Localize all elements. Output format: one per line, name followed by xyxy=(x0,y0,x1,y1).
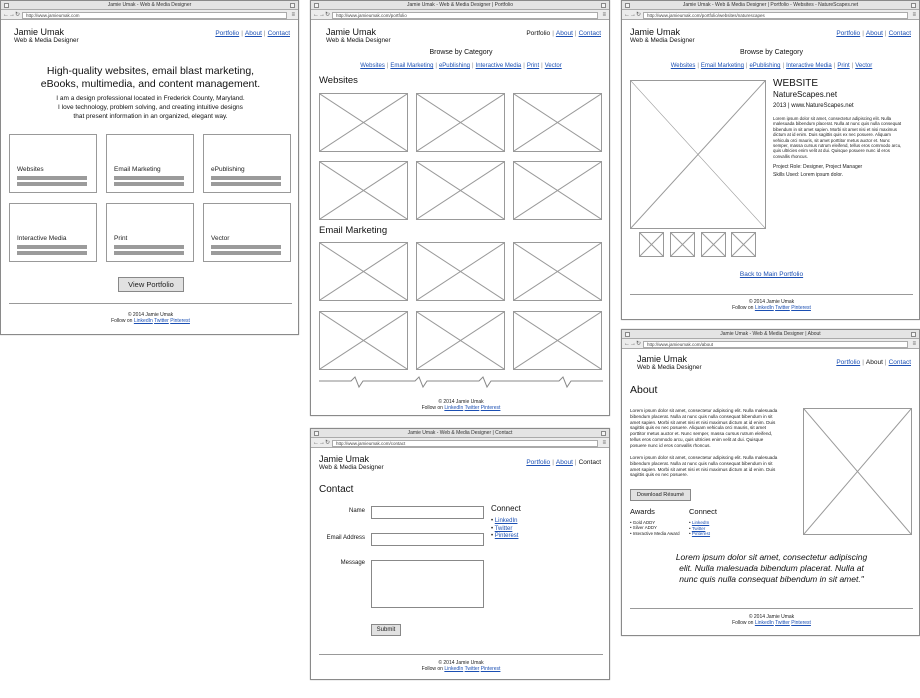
brand-tagline: Web & Media Designer xyxy=(326,37,391,44)
connect-link[interactable]: Pinterest xyxy=(494,533,519,539)
connect-heading: Connect xyxy=(689,507,717,516)
back-icon[interactable]: ← xyxy=(624,341,630,347)
category-card[interactable] xyxy=(9,203,97,262)
award-item: Gold ADDY xyxy=(632,520,656,525)
forward-icon[interactable]: → xyxy=(630,12,636,18)
category-card[interactable] xyxy=(203,134,291,193)
footer-pinterest[interactable]: Pinterest xyxy=(791,620,811,626)
footer-twitter[interactable]: Twitter xyxy=(154,318,169,324)
back-icon[interactable]: ← xyxy=(3,12,9,18)
reload-icon[interactable]: ↻ xyxy=(636,12,642,18)
back-icon[interactable]: ← xyxy=(624,12,630,18)
nav-portfolio[interactable]: Portfolio xyxy=(526,459,551,466)
footer-pinterest[interactable]: Pinterest xyxy=(791,305,811,311)
category-link[interactable]: ePublishing xyxy=(749,63,781,69)
browser-toolbar xyxy=(622,10,919,20)
footer-divider xyxy=(319,654,603,655)
forward-icon[interactable]: → xyxy=(319,440,325,446)
window-titlebar xyxy=(622,330,919,339)
project-detail-window xyxy=(621,0,920,320)
reload-icon[interactable]: ↻ xyxy=(325,12,331,18)
portfolio-thumbnail[interactable] xyxy=(319,311,408,370)
section-email-heading: Email Marketing xyxy=(319,225,388,236)
footer-divider xyxy=(630,608,913,609)
brand-name: Jamie Umak xyxy=(319,454,370,464)
address-bar[interactable]: http://www.jamieumak.com/portfolio xyxy=(332,12,598,19)
maximize-window-button[interactable] xyxy=(601,431,606,436)
maximize-window-button[interactable] xyxy=(601,3,606,8)
category-link[interactable]: Print xyxy=(837,63,850,69)
award-item: Interactive Media Award xyxy=(632,530,680,536)
brand-tagline: Web & Media Designer xyxy=(630,37,695,44)
menu-icon[interactable]: ≡ xyxy=(602,12,606,18)
footer-linkedin[interactable]: LinkedIn xyxy=(754,305,774,311)
forward-icon[interactable]: → xyxy=(630,341,636,347)
brand-tagline: Web & Media Designer xyxy=(319,464,384,471)
close-window-button[interactable] xyxy=(625,3,630,8)
footer-linkedin[interactable]: LinkedIn xyxy=(444,405,464,411)
window-titlebar xyxy=(311,429,609,438)
browse-heading: Browse by Category xyxy=(739,49,804,56)
project-name: NatureScapes.net xyxy=(773,90,838,99)
awards-heading: Awards xyxy=(630,507,655,516)
nav-about[interactable]: About xyxy=(555,459,573,466)
project-thumbnail[interactable] xyxy=(639,232,664,257)
address-bar[interactable]: http://www.jamieumak.com/about xyxy=(643,341,908,348)
view-portfolio-button[interactable]: View Portfolio xyxy=(118,277,184,292)
category-card[interactable] xyxy=(106,203,194,262)
site-footer: © 2014 Jamie Umak Follow on LinkedIn Twitter Pinterest xyxy=(732,299,811,311)
address-bar[interactable]: http://www.jamieumak.com/contact xyxy=(332,440,598,447)
category-card-label: Websites xyxy=(17,166,44,173)
nav-about[interactable]: About xyxy=(555,30,573,37)
main-nav: Portfolio | About | Contact xyxy=(215,30,290,37)
name-label: Name xyxy=(348,508,365,514)
nav-portfolio[interactable]: Portfolio xyxy=(215,30,240,37)
nav-contact[interactable]: Contact xyxy=(267,30,290,37)
text-placeholder-bar xyxy=(17,251,87,255)
footer-pinterest[interactable]: Pinterest xyxy=(480,666,501,672)
back-to-portfolio-link[interactable]: Back to Main Portfolio xyxy=(739,271,804,278)
category-nav: Websites | Email Marketing | ePublishing | Interactive Media | Print | Vector xyxy=(670,63,873,69)
awards-list: • Gold ADDY • Silver ADDY • Interactive Media Award xyxy=(630,520,680,536)
window-title: Jamie Umak - Web & Media Designer xyxy=(107,2,192,8)
brand-name: Jamie Umak xyxy=(630,27,681,37)
main-nav: Portfolio | About | Contact xyxy=(836,30,911,37)
text-placeholder-bar xyxy=(17,182,87,186)
main-nav: Portfolio | About | Contact xyxy=(836,359,911,366)
maximize-window-button[interactable] xyxy=(911,332,916,337)
nav-contact[interactable]: Contact xyxy=(578,30,601,37)
home-window xyxy=(0,0,299,335)
brand-name: Jamie Umak xyxy=(326,27,377,37)
site-brand[interactable] xyxy=(14,28,79,44)
text-placeholder-bar xyxy=(17,245,87,249)
browser-toolbar xyxy=(311,10,609,20)
category-card[interactable] xyxy=(106,134,194,193)
text-placeholder-bar xyxy=(211,176,281,180)
browser-toolbar xyxy=(311,438,609,448)
back-icon[interactable]: ← xyxy=(313,12,319,18)
footer-divider xyxy=(630,294,913,295)
maximize-window-button[interactable] xyxy=(290,3,295,8)
connect-links: • LinkedIn • Twitter • Pinterest xyxy=(689,520,711,537)
page-title: Contact xyxy=(319,484,354,495)
nav-contact[interactable]: Contact xyxy=(888,30,911,37)
menu-icon[interactable]: ≡ xyxy=(912,12,916,18)
site-brand[interactable] xyxy=(326,28,391,44)
window-titlebar xyxy=(1,1,298,10)
nav-about[interactable]: About xyxy=(244,30,262,37)
window-titlebar xyxy=(311,1,609,10)
footer-linkedin[interactable]: LinkedIn xyxy=(444,666,464,672)
text-placeholder-bar xyxy=(114,182,184,186)
footer-linkedin[interactable]: LinkedIn xyxy=(754,620,774,626)
connect-heading: Connect xyxy=(491,504,521,513)
window-title: Jamie Umak - Web & Media Designer | Portfolio - Websites - NatureScapes.net xyxy=(682,2,859,8)
category-card[interactable] xyxy=(9,134,97,193)
site-brand[interactable] xyxy=(319,455,384,471)
nav-about[interactable]: About xyxy=(865,30,883,37)
main-nav: Portfolio | About | Contact xyxy=(526,30,601,37)
nav-contact[interactable]: Contact xyxy=(888,359,911,366)
close-window-button[interactable] xyxy=(314,431,319,436)
portfolio-thumbnail[interactable] xyxy=(416,93,505,152)
address-bar[interactable]: http://www.jamieumak.com xyxy=(22,12,287,19)
nav-portfolio[interactable]: Portfolio xyxy=(526,30,551,37)
hero-intro: I am a design professional located in Frederick County, Maryland. I love technology, problem solving, and creating intuitive designs that present information in an organized, elegant way. xyxy=(56,95,245,120)
message-label: Message xyxy=(340,560,365,566)
site-footer: © 2014 Jamie Umak Follow on LinkedIn Twitter Pinterest xyxy=(732,614,811,626)
category-link[interactable]: Email Marketing xyxy=(700,63,744,69)
text-placeholder-bar xyxy=(211,182,281,186)
window-title: Jamie Umak - Web & Media Designer | About xyxy=(720,331,821,337)
portfolio-thumbnail[interactable] xyxy=(319,242,408,301)
connect-links: • LinkedIn • Twitter • Pinterest xyxy=(491,518,519,539)
browser-toolbar xyxy=(622,339,919,349)
browser-toolbar xyxy=(1,10,298,20)
project-thumbnail[interactable] xyxy=(731,232,756,257)
brand-name: Jamie Umak xyxy=(14,27,65,37)
portfolio-thumbnail[interactable] xyxy=(319,161,408,220)
site-brand[interactable] xyxy=(637,355,702,371)
window-title: Jamie Umak - Web & Media Designer | Portfolio xyxy=(407,2,513,8)
category-card-label: Vector xyxy=(211,235,230,242)
footer-divider xyxy=(9,303,292,304)
reload-icon[interactable]: ↻ xyxy=(636,341,642,347)
brand-tagline: Web & Media Designer xyxy=(637,364,702,371)
footer-pinterest[interactable]: Pinterest xyxy=(480,405,501,411)
project-type-heading: WEBSITE xyxy=(773,78,819,89)
text-placeholder-bar xyxy=(114,176,184,180)
category-card-label: Interactive Media xyxy=(17,235,67,242)
site-footer: © 2014 Jamie Umak Follow on LinkedIn Twitter Pinterest xyxy=(111,312,190,324)
category-link[interactable]: Websites xyxy=(670,63,696,69)
portfolio-thumbnail[interactable] xyxy=(513,93,602,152)
email-field[interactable] xyxy=(371,533,484,546)
category-card-label: ePublishing xyxy=(211,166,245,173)
category-link[interactable]: Print xyxy=(526,63,540,69)
download-resume-button[interactable]: Download Résumé xyxy=(630,489,691,501)
category-link[interactable]: ePublishing xyxy=(438,63,470,69)
category-link[interactable]: Interactive Media xyxy=(786,63,832,69)
reload-icon[interactable]: ↻ xyxy=(325,440,331,446)
about-paragraph-1: Lorem ipsum dolor sit amet, consectetur adipiscing elit. Nulla malesuada bibendum placerat. Nulla at nunc quis nulla consequat bibendum in sit amet sapien. Morbi sit amet nisi et nisi maximus dictum at id enim. Duis sagittis quis ex nec posuere. Aliquam vehicula orci mauris, sit amet porttitor metus auctor et. Nunc semper, massa cursus rutrum eleifend, tellus eros commodo arcu, quis ultricies enim velit at dui. Quisque posuere nunc id eros convallis rhoncus. xyxy=(630,408,778,448)
portfolio-thumbnail[interactable] xyxy=(319,93,408,152)
nav-portfolio[interactable]: Portfolio xyxy=(836,359,861,366)
category-link[interactable]: Websites xyxy=(360,63,385,69)
brand-tagline: Web & Media Designer xyxy=(14,37,79,44)
name-field[interactable] xyxy=(371,506,484,519)
category-card-label: Email Marketing xyxy=(114,166,161,173)
category-link[interactable]: Email Marketing xyxy=(390,63,434,69)
email-label: Email Address xyxy=(326,535,365,541)
main-nav: Portfolio | About | Contact xyxy=(526,459,601,466)
page-title: About xyxy=(630,384,658,396)
maximize-window-button[interactable] xyxy=(911,3,916,8)
footer-twitter[interactable]: Twitter xyxy=(775,620,790,626)
site-brand[interactable] xyxy=(630,28,695,44)
project-description: Lorem ipsum dolor sit amet, consectetur adipiscing elit. Nulla malesuada bibendum placerat. Nulla at nunc quis nulla consequat bibendum in sit amet sapien. Morbi sit amet nisi et nisi maximus dictum at id enim. Duis sagittis quis ex nec posuere. Aliquam vehicula orci mauris, sit amet porttitor metus auctor et. Nunc semper, massa cursus rutrum eleifend, tellus eros commodo arcu, quis ultricies enim velit at dui. Quisque posuere nunc id eros convallis rhoncus. xyxy=(773,116,902,159)
forward-icon[interactable]: → xyxy=(9,12,15,18)
project-thumbnail[interactable] xyxy=(670,232,695,257)
forward-icon[interactable]: → xyxy=(319,12,325,18)
connect-link[interactable]: Pinterest xyxy=(691,531,711,537)
text-placeholder-bar xyxy=(114,245,184,249)
portfolio-thumbnail[interactable] xyxy=(416,242,505,301)
connect-link[interactable]: LinkedIn xyxy=(691,520,710,525)
project-main-image xyxy=(630,80,766,229)
menu-icon[interactable]: ≡ xyxy=(912,341,916,347)
close-window-button[interactable] xyxy=(4,3,9,8)
text-placeholder-bar xyxy=(211,251,281,255)
address-bar[interactable]: http://www.jamieumak.com/portfolio/websites/naturescapes xyxy=(643,12,908,19)
project-role: Project Role: Designer, Project Manager xyxy=(773,164,863,170)
footer-pinterest[interactable]: Pinterest xyxy=(170,318,190,324)
portfolio-thumbnail[interactable] xyxy=(513,242,602,301)
message-field[interactable] xyxy=(371,560,484,608)
connect-link[interactable]: Twitter xyxy=(494,525,513,532)
portfolio-thumbnail[interactable] xyxy=(416,311,505,370)
text-placeholder-bar xyxy=(17,176,87,180)
about-paragraph-2: Lorem ipsum dolor sit amet, consectetur adipiscing elit. Nulla malesuada bibendum placerat. Nulla at nunc quis nulla consequat bibendum in sit amet sapien. Morbi sit amet nisi et nisi maximus dictum at id enim. Duis sagittis quis ex nec posuere. xyxy=(630,455,778,478)
footer-twitter[interactable]: Twitter xyxy=(464,666,480,672)
reload-icon[interactable]: ↻ xyxy=(15,12,21,18)
close-window-button[interactable] xyxy=(314,3,319,8)
menu-icon[interactable]: ≡ xyxy=(291,12,295,18)
award-item: Silver ADDY xyxy=(632,525,657,531)
about-window xyxy=(621,329,920,636)
footer-twitter[interactable]: Twitter xyxy=(775,305,790,311)
pagination-divider xyxy=(319,375,603,391)
text-placeholder-bar xyxy=(114,251,184,255)
site-footer: © 2014 Jamie Umak Follow on LinkedIn Twitter Pinterest xyxy=(421,399,501,411)
browse-heading: Browse by Category xyxy=(429,49,493,56)
brand-name: Jamie Umak xyxy=(637,354,688,364)
category-card-label: Print xyxy=(114,235,128,242)
category-link[interactable]: Vector xyxy=(544,63,562,69)
nav-about[interactable]: About xyxy=(865,359,883,366)
category-link[interactable]: Interactive Media xyxy=(475,63,522,69)
menu-icon[interactable]: ≡ xyxy=(602,440,606,446)
portfolio-window xyxy=(310,0,610,416)
project-thumbnail[interactable] xyxy=(701,232,726,257)
hero-headline: High-quality websites, email blast marketing, eBooks, multimedia, and content management. xyxy=(40,65,261,90)
text-placeholder-bar xyxy=(211,245,281,249)
section-websites-heading: Websites xyxy=(319,75,358,86)
category-nav: Websites | Email Marketing | ePublishing | Interactive Media | Print | Vector xyxy=(360,63,562,69)
connect-link[interactable]: LinkedIn xyxy=(494,518,518,524)
category-link[interactable]: Vector xyxy=(855,63,873,69)
close-window-button[interactable] xyxy=(625,332,630,337)
site-footer: © 2014 Jamie Umak Follow on LinkedIn Twitter Pinterest xyxy=(421,660,501,672)
quote: Lorem ipsum dolor sit amet, consectetur adipiscing elit. Nulla malesuada bibendum placerat. Nulla at nunc quis nulla consequat bibendum in sit amet." xyxy=(675,552,868,584)
project-meta: 2013 | www.NatureScapes.net xyxy=(773,103,854,109)
footer-twitter[interactable]: Twitter xyxy=(464,405,480,411)
nav-contact[interactable]: Contact xyxy=(578,459,601,466)
connect-link[interactable]: Twitter xyxy=(691,525,706,531)
portfolio-thumbnail[interactable] xyxy=(416,161,505,220)
back-icon[interactable]: ← xyxy=(313,440,319,446)
window-titlebar xyxy=(622,1,919,10)
window-title: Jamie Umak - Web & Media Designer | Contact xyxy=(407,430,513,436)
portrait-image xyxy=(803,408,912,535)
category-card[interactable] xyxy=(203,203,291,262)
contact-window xyxy=(310,428,610,680)
nav-portfolio[interactable]: Portfolio xyxy=(836,30,861,37)
footer-linkedin[interactable]: LinkedIn xyxy=(133,318,153,324)
portfolio-thumbnail[interactable] xyxy=(513,311,602,370)
portfolio-thumbnail[interactable] xyxy=(513,161,602,220)
project-skills: Skills Used: Lorem ipsum dolor. xyxy=(773,172,844,178)
submit-button[interactable]: Submit xyxy=(371,624,401,636)
